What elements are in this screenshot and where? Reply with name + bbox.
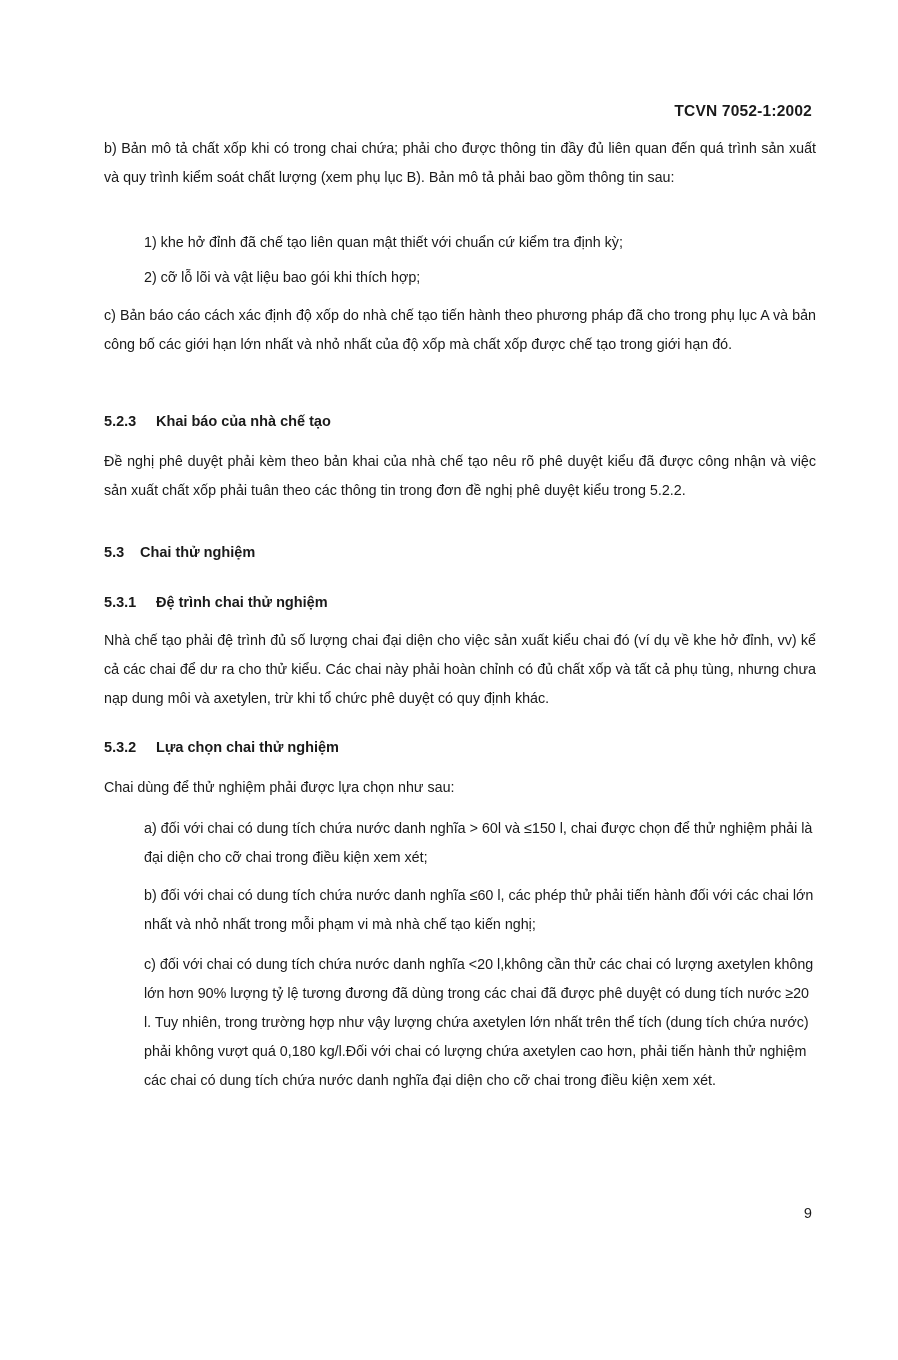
heading-532-number: 5.3.2: [104, 740, 137, 756]
heading-531: [104, 595, 328, 611]
paragraph-522-b: b) Bản mô tả chất xốp khi có trong chai chứa; phải cho được thông tin đầy đủ liên quan đến quá trình sản xuất và quy trình kiểm soát chất lượng (xem phụ lục B). Bản mô tả phải bao gồm thông tin sau:: [104, 141, 816, 186]
paragraph-522-c: c) Bản báo cáo cách xác định độ xốp do nhà chế tạo tiến hành theo phương pháp đã cho trong phụ lục A và bản công bố các giới hạn lớn nhất và nhỏ nhất của độ xốp mà chất xốp được chế tạo trong giới hạn đó.: [104, 308, 816, 353]
heading-532: [104, 740, 339, 756]
heading-523: [104, 414, 331, 430]
list-item-532-c: c) đối với chai có dung tích chứa nước danh nghĩa <20 l,không cần thử các chai có lượng axetylen không lớn hơn 90% lượng tỷ lệ tương đương đã dùng trong các chai đã được phê duyệt có dung tích nước ≥20 l. Tuy nhiên, trong trường hợp như vậy lượng chứa axetylen lớn nhất trên thể tích (dung tích chứa nước) phải không vượt quá 0,180 kg/l.Đối với chai có lượng chứa axetylen cao hơn, phải tiến hành thử nghiệm các chai có dung tích chứa nước danh nghĩa đại diện cho cỡ chai trong điều kiện xem xét.: [144, 957, 814, 1089]
list-item-532-b: b) đối với chai có dung tích chứa nước danh nghĩa ≤60 l, các phép thử phải tiến hành đối với các chai lớn nhất và nhỏ nhất trong mỗi phạm vi mà nhà chế tạo kiến nghị;: [144, 888, 814, 933]
heading-53-number: 5.3: [104, 545, 125, 561]
paragraph-532-intro: Chai dùng để thử nghiệm phải được lựa chọn như sau:: [104, 780, 455, 796]
list-item-532-a: a) đối với chai có dung tích chứa nước danh nghĩa > 60l và ≤150 l, chai được chọn để thử nghiệm phải là đại diện cho cỡ chai trong điều kiện xem xét;: [144, 821, 813, 866]
heading-532-title: Lựa chọn chai thử nghiệm: [156, 740, 339, 756]
paragraph-523: Đề nghị phê duyệt phải kèm theo bản khai của nhà chế tạo nêu rõ phê duyệt kiểu đã được công nhận và việc sản xuất chất xốp phải tuân theo các thông tin trong đơn đề nghị phê duyệt kiểu trong 5.2.2.: [104, 454, 816, 499]
list-item-522-b-2: 2) cỡ lỗ lõi và vật liệu bao gói khi thích hợp;: [144, 270, 421, 286]
page-number: 9: [803, 1206, 812, 1222]
paragraph-531: Nhà chế tạo phải đệ trình đủ số lượng chai đại diện cho việc sản xuất kiểu chai đó (ví dụ về khe hở đỉnh, vv) kể cả các chai để dư ra cho thử kiểu. Các chai này phải hoàn chỉnh có đủ chất xốp và tất cả phụ tùng, nhưng chưa nạp dung môi và axetylen, trừ khi tổ chức phê duyệt có quy định khác.: [104, 633, 816, 707]
heading-531-number: 5.3.1: [104, 595, 137, 611]
heading-531-title: Đệ trình chai thử nghiệm: [156, 595, 328, 611]
heading-53-title: Chai thử nghiệm: [140, 545, 256, 561]
heading-53: [104, 545, 255, 561]
heading-523-number: 5.2.3: [104, 414, 137, 430]
document-code: TCVN 7052-1:2002: [674, 103, 812, 120]
list-item-522-b-1: 1) khe hở đỉnh đã chế tạo liên quan mật thiết với chuẩn cứ kiểm tra định kỳ;: [144, 235, 623, 251]
heading-523-title: Khai báo của nhà chế tạo: [156, 414, 331, 430]
